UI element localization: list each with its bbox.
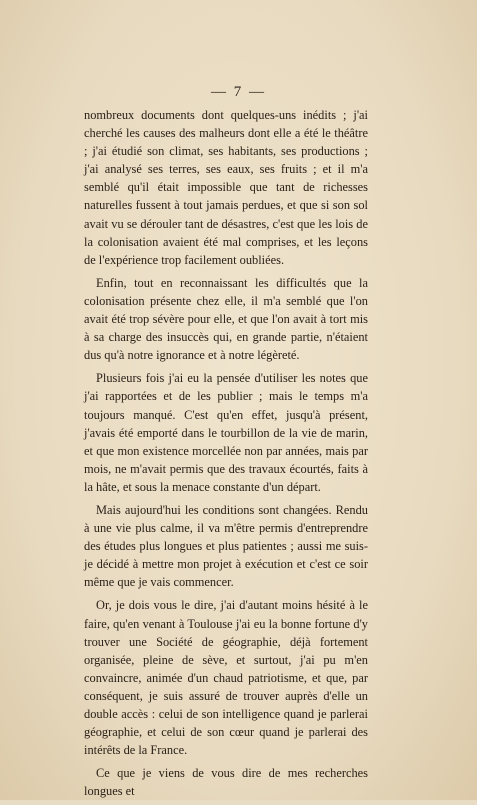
paragraph-2: Enfin, tout en reconnaissant les difficultés que la colonisation présente chez elle, il m'a semblé que l'on avait été trop sévère pour elle, et que l'on avait à tort mis à sa charge des insuccès qui, en grande partie, n'étaient dus qu'à notre ignorance et à notre légèreté. xyxy=(84,275,368,363)
paragraph-6: Ce que je viens de vous dire de mes recherches longues et xyxy=(84,766,368,799)
paragraph-4: Mais aujourd'hui les conditions sont changées. Rendu à une vie plus calme, il va m'être permis d'entreprendre des études plus longues et plus patientes ; aussi me suis-je décidé à mettre mon projet à exécution et c'est ce soir même que je vais commencer. xyxy=(84,502,368,590)
paragraph-1: nombreux documents dont quelques-uns inédits ; j'ai cherché les causes des malheurs dont elle a été le théâtre ; j'ai étudié son climat, ses habitants, ses productions ; j'ai analysé ses terres, ses eaux, ses fruits ; et il m'a semblé qu'il était impossible que tant de richesses naturelles fussent à tout jamais perdues, et que si son sol avait vu se dérouler tant de désastres, c'est que les lois de la colonisation avaient été mal comprises, et les leçons de l'expérience trop facilement oubliées. xyxy=(84,108,368,267)
paragraph-3: Plusieurs fois j'ai eu la pensée d'utiliser les notes que j'ai rapportées et de les publier ; mais le temps m'a toujours manqué. C'est qu'en effet, jusqu'à présent, j'avais été emporté dans le tourbillon de la vie de marin, et que mon existence morcellée non par années, mais par mois, ne m'avait permis que des travaux écourtés, faits à la hâte, et sous la menace constante d'un départ. xyxy=(84,371,368,494)
paragraph-5: Or, je dois vous le dire, j'ai d'autant moins hésité à le faire, qu'en venant à Toulouse j'ai eu la bonne fortune d'y trouver une Société de géographie, déjà fortement organisée, pleine de sève, et surtout, j'ai pu m'en convaincre, animée d'un chaud patriotisme, et que, par conséquent, je suis assuré de trouver auprès d'elle un double accès : celui de son intelligence quand je parlerai géographie, et celui de son cœur quand je parlerai des intérêts de la France. xyxy=(84,598,368,758)
page-number: — 7 — xyxy=(211,84,266,100)
body-text xyxy=(84,106,368,805)
